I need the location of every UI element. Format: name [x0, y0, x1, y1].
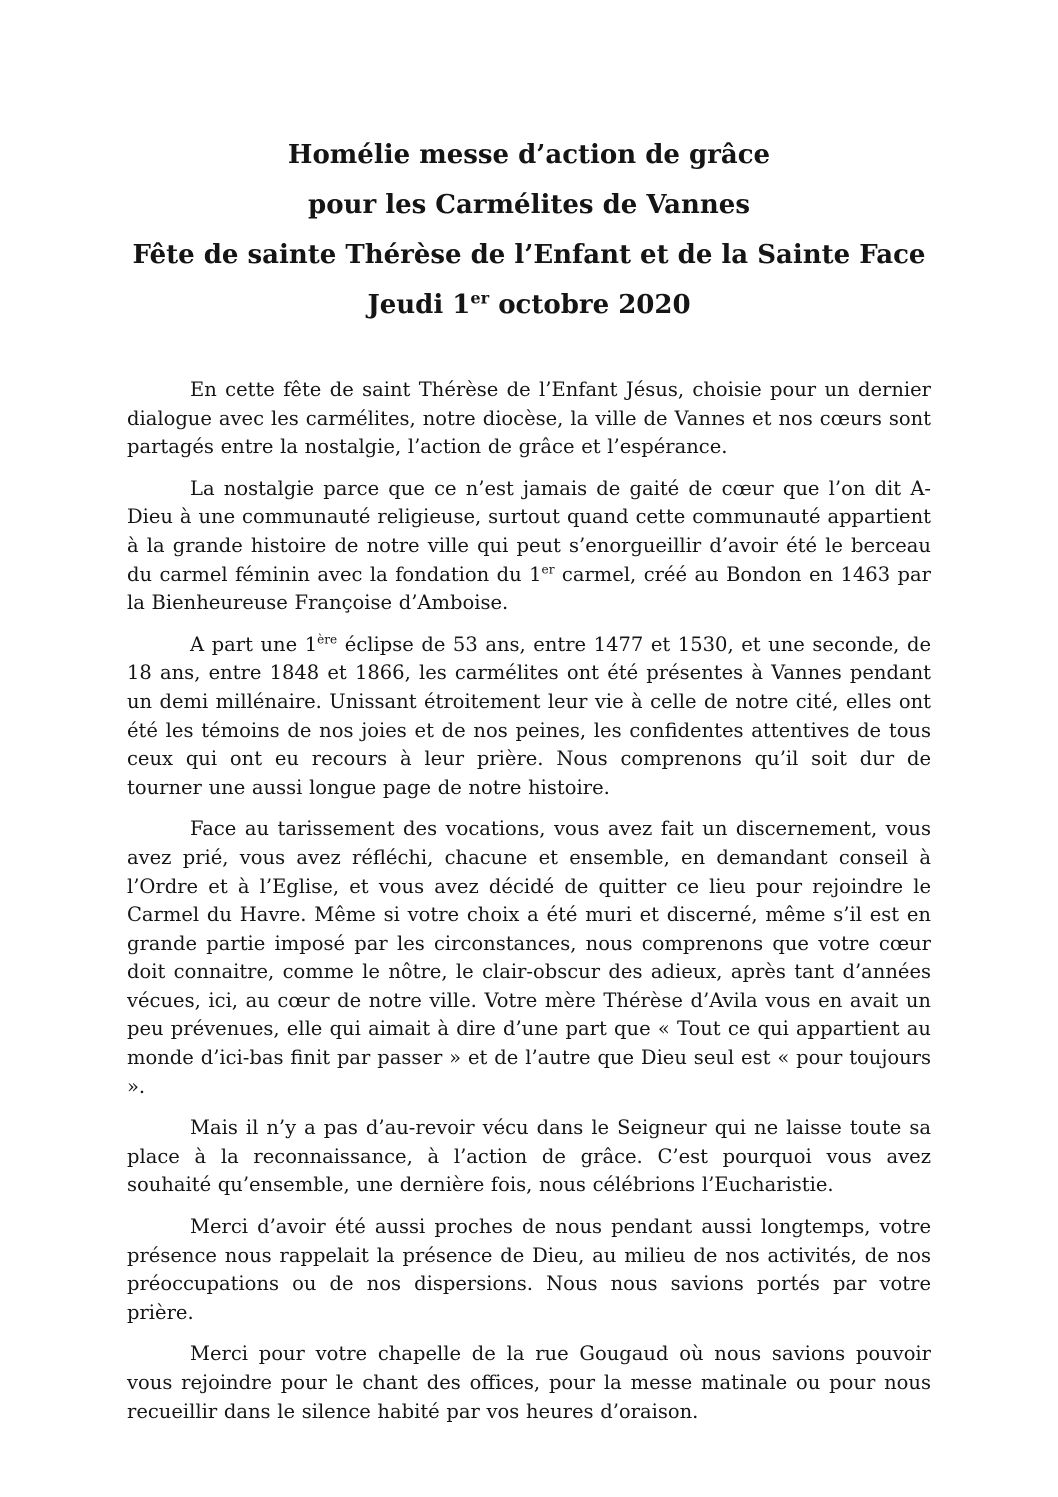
paragraph: A part une 1ère éclipse de 53 ans, entre 1477 et 1530, et une seconde, de 18 ans, entre 1848 et 1866, les carmélites ont été présentes à Vannes pendant un demi millénaire. Unissant étroitement leur vie à celle de notre cité, elles ont été les témoins de nos joies et de nos peines, les confidentes attentives de tous ceux qui ont eu recours à leur prière. Nous comprenons qu’il soit dur de tourner une aussi longue page de notre histoire. — [127, 632, 931, 799]
document-body — [127, 376, 931, 1426]
paragraph: Merci pour votre chapelle de la rue Gougaud où nous savions pouvoir vous rejoindre pour le chant des offices, pour la messe matinale ou pour nous recueillir dans le silence habité par vos heures d’oraison. — [127, 1342, 931, 1423]
paragraph: La nostalgie parce que ce n’est jamais de gaité de cœur que l’on dit A-Dieu à une communauté religieuse, surtout quand cette communauté appartient à la grande histoire de notre ville qui peut s’enorgueillir d’avoir été le berceau du carmel féminin avec la fondation du 1er carmel, créé au Bondon en 1463 par la Bienheureuse Françoise d’Amboise. — [127, 476, 931, 615]
paragraph: Merci d’avoir été aussi proches de nous pendant aussi longtemps, votre présence nous rappelait la présence de Dieu, au milieu de nos activités, de nos préoccupations ou de nos dispersions. Nous nous savions portés par votre prière. — [127, 1215, 931, 1324]
title-line: Jeudi 1er octobre 2020 — [367, 288, 691, 320]
paragraph: Mais il n’y a pas d’au-revoir vécu dans le Seigneur qui ne laisse toute sa place à la reconnaissance, à l’action de grâce. C’est pourquoi vous avez souhaité qu’ensemble, une dernière fois, nous célébrions l’Eucharistie. — [127, 1116, 931, 1197]
title-line: Fête de sainte Thérèse de l’Enfant et de la Sainte Face — [132, 240, 926, 270]
ordinal-superscript: ère — [317, 632, 338, 647]
title-line: pour les Carmélites de Vannes — [308, 190, 750, 220]
document-title — [127, 130, 931, 330]
ordinal-superscript: er — [470, 288, 490, 308]
paragraph: En cette fête de saint Thérèse de l’Enfant Jésus, choisie pour un dernier dialogue avec les carmélites, notre diocèse, la ville de Vannes et nos cœurs sont partagés entre la nostalgie, l’action de grâce et l’espérance. — [127, 378, 931, 459]
paragraph: Face au tarissement des vocations, vous avez fait un discernement, vous avez prié, vous avez réfléchi, chacune et ensemble, en demandant conseil à l’Ordre et à l’Eglise, et vous avez décidé de quitter ce lieu pour rejoindre le Carmel du Havre. Même si votre choix a été muri et discerné, même s’il est en grande partie imposé par les circonstances, nous comprenons que votre cœur doit connaitre, comme le nôtre, le clair-obscur des adieux, après tant d’années vécues, ici, au cœur de notre ville. Votre mère Thérèse d’Avila vous en avait un peu prévenues, elle qui aimait à dire d’une part que « Tout ce qui appartient au monde d’ici-bas finit par passer » et de l’autre que Dieu seul est « pour toujours ». — [127, 817, 931, 1098]
ordinal-superscript: er — [541, 562, 555, 577]
title-line: Homélie messe d’action de grâce — [287, 140, 771, 170]
